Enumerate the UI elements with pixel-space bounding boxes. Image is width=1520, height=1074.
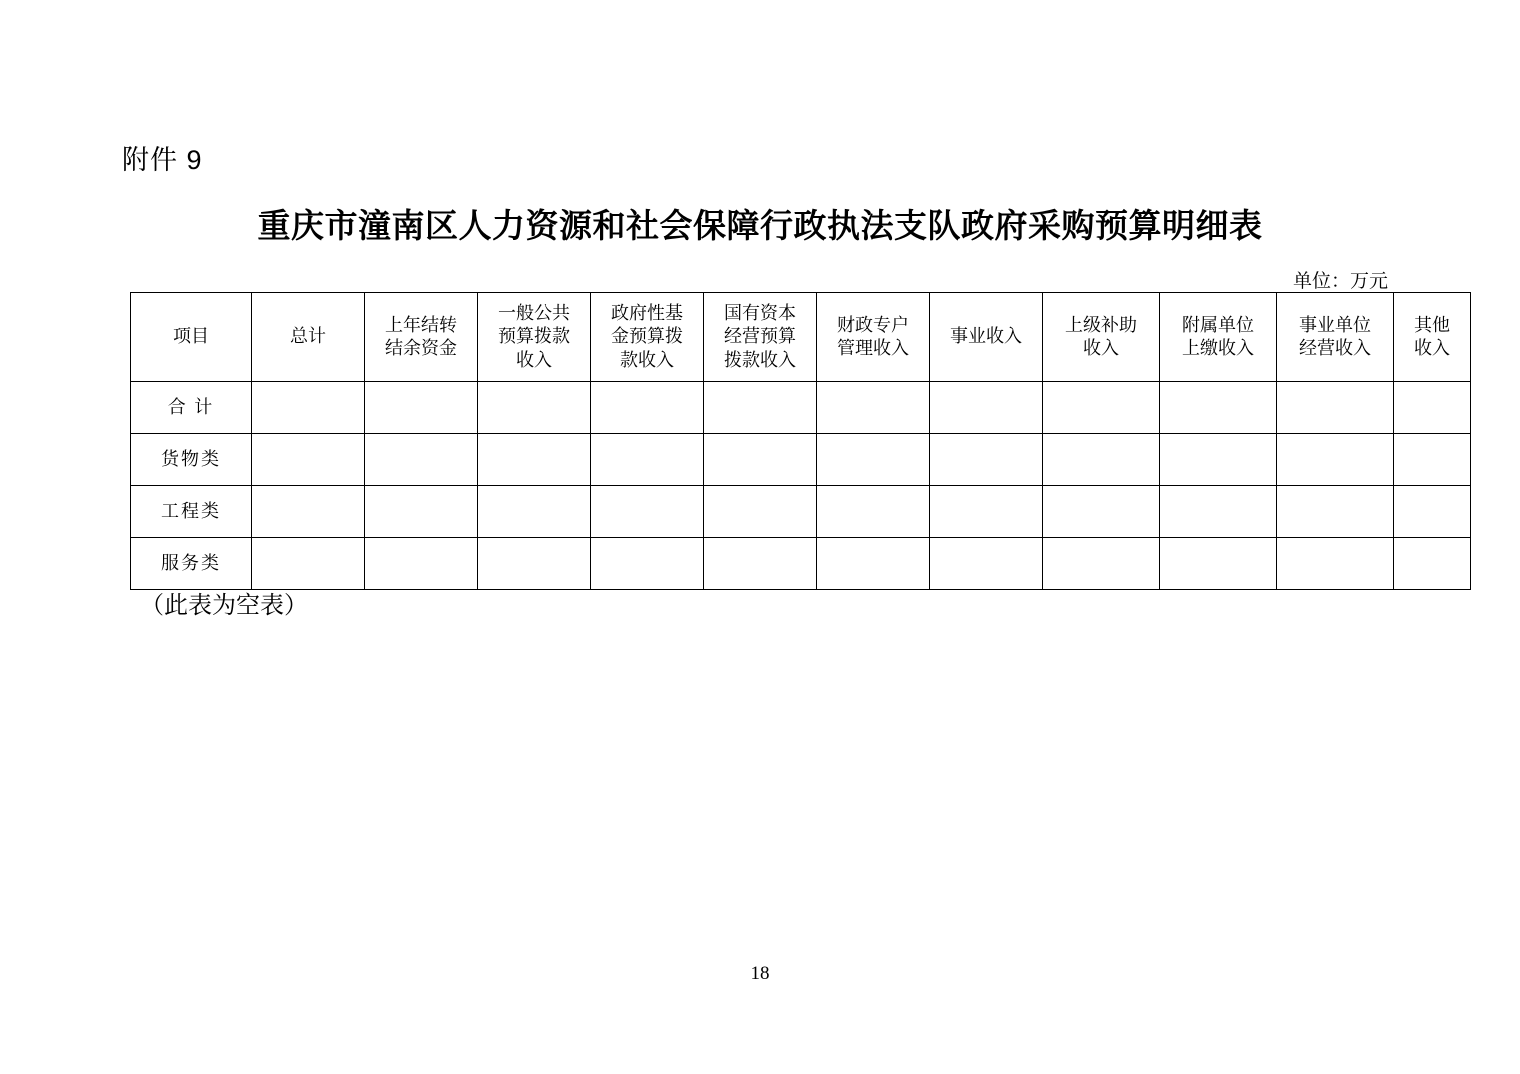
cell[interactable] (817, 486, 930, 538)
cell[interactable] (591, 382, 704, 434)
header-line: 管理收入 (837, 338, 909, 358)
row-label-goods: 货物类 (131, 434, 252, 486)
cell[interactable] (1394, 486, 1471, 538)
page-number: 18 (750, 963, 770, 984)
row-label-services: 服务类 (131, 538, 252, 590)
cell[interactable] (930, 538, 1043, 590)
header-line: 事业单位 (1299, 314, 1371, 335)
cell[interactable] (478, 434, 591, 486)
cell[interactable] (365, 538, 478, 590)
cell[interactable] (1160, 486, 1277, 538)
cell[interactable] (1277, 486, 1394, 538)
cell[interactable] (1043, 382, 1160, 434)
cell[interactable] (704, 538, 817, 590)
row-label-engineering: 工程类 (131, 486, 252, 538)
table-row (131, 538, 1471, 590)
column-header-state-capital-operating-budget (704, 293, 817, 382)
header-line: 国有资本 (724, 303, 796, 324)
cell[interactable] (252, 434, 365, 486)
header-line: 其他 (1414, 314, 1450, 335)
cell[interactable] (1394, 538, 1471, 590)
cell[interactable] (1043, 486, 1160, 538)
header-line: 收入 (1083, 338, 1119, 358)
cell[interactable] (817, 434, 930, 486)
column-header-special-account-income (817, 293, 930, 382)
header-line: 结余资金 (385, 338, 457, 358)
header-line: 上年结转 (385, 314, 457, 335)
cell[interactable] (591, 486, 704, 538)
cell[interactable] (1394, 382, 1471, 434)
cell[interactable] (252, 486, 365, 538)
cell[interactable] (1160, 382, 1277, 434)
cell[interactable] (1043, 538, 1160, 590)
header-line: 拨款收入 (724, 349, 796, 370)
column-header-subsidiary-remittance-income (1160, 293, 1277, 382)
unit-note: 单位：万元 (1292, 271, 1388, 292)
header-line: 金预算拨 (611, 326, 683, 347)
cell[interactable] (478, 382, 591, 434)
cell[interactable] (930, 486, 1043, 538)
column-header-item (131, 293, 252, 382)
cell[interactable] (478, 486, 591, 538)
table-row (131, 434, 1471, 486)
page-title: 重庆市潼南区人力资源和社会保障行政执法支队政府采购预算明细表 (257, 207, 1263, 244)
cell[interactable] (817, 382, 930, 434)
header-line: 总计 (290, 326, 326, 347)
cell[interactable] (365, 382, 478, 434)
header-line: 项目 (173, 326, 209, 347)
cell[interactable] (365, 486, 478, 538)
header-line: 事业收入 (950, 326, 1022, 347)
table-footnote: （此表为空表） (140, 592, 308, 619)
cell[interactable] (704, 382, 817, 434)
header-line: 上级补助 (1065, 314, 1137, 335)
cell[interactable] (1160, 538, 1277, 590)
header-line: 上缴收入 (1182, 338, 1254, 358)
column-header-superior-subsidy-income (1043, 293, 1160, 382)
row-label-total: 合 计 (131, 382, 252, 434)
cell[interactable] (1277, 434, 1394, 486)
header-line: 政府性基 (611, 303, 683, 324)
header-line: 款收入 (620, 349, 674, 370)
column-header-government-fund-budget (591, 293, 704, 382)
cell[interactable] (1043, 434, 1160, 486)
cell[interactable] (1277, 538, 1394, 590)
header-line: 财政专户 (837, 314, 909, 335)
header-line: 附属单位 (1182, 314, 1254, 335)
cell[interactable] (478, 538, 591, 590)
column-header-institution-operating-income (1277, 293, 1394, 382)
cell[interactable] (704, 434, 817, 486)
cell[interactable] (252, 538, 365, 590)
header-line: 经营收入 (1299, 338, 1371, 358)
column-header-carryover-balance (365, 293, 478, 382)
cell[interactable] (252, 382, 365, 434)
table-row (131, 486, 1471, 538)
header-line: 收入 (516, 349, 552, 370)
cell[interactable] (591, 434, 704, 486)
cell[interactable] (817, 538, 930, 590)
column-header-other-income (1394, 293, 1471, 382)
table-row (131, 382, 1471, 434)
cell[interactable] (704, 486, 817, 538)
cell[interactable] (930, 434, 1043, 486)
procurement-budget-table (130, 292, 1471, 590)
cell[interactable] (930, 382, 1043, 434)
cell[interactable] (1160, 434, 1277, 486)
cell[interactable] (1394, 434, 1471, 486)
header-line: 一般公共 (498, 303, 570, 324)
header-line: 预算拨款 (498, 326, 570, 347)
column-header-total (252, 293, 365, 382)
column-header-general-public-budget (478, 293, 591, 382)
header-line: 经营预算 (724, 326, 796, 347)
column-header-business-income (930, 293, 1043, 382)
table-header-row (131, 293, 1471, 382)
cell[interactable] (591, 538, 704, 590)
header-line: 收入 (1414, 338, 1450, 358)
cell[interactable] (1277, 382, 1394, 434)
attachment-label: 附件 9 (122, 145, 203, 175)
cell[interactable] (365, 434, 478, 486)
